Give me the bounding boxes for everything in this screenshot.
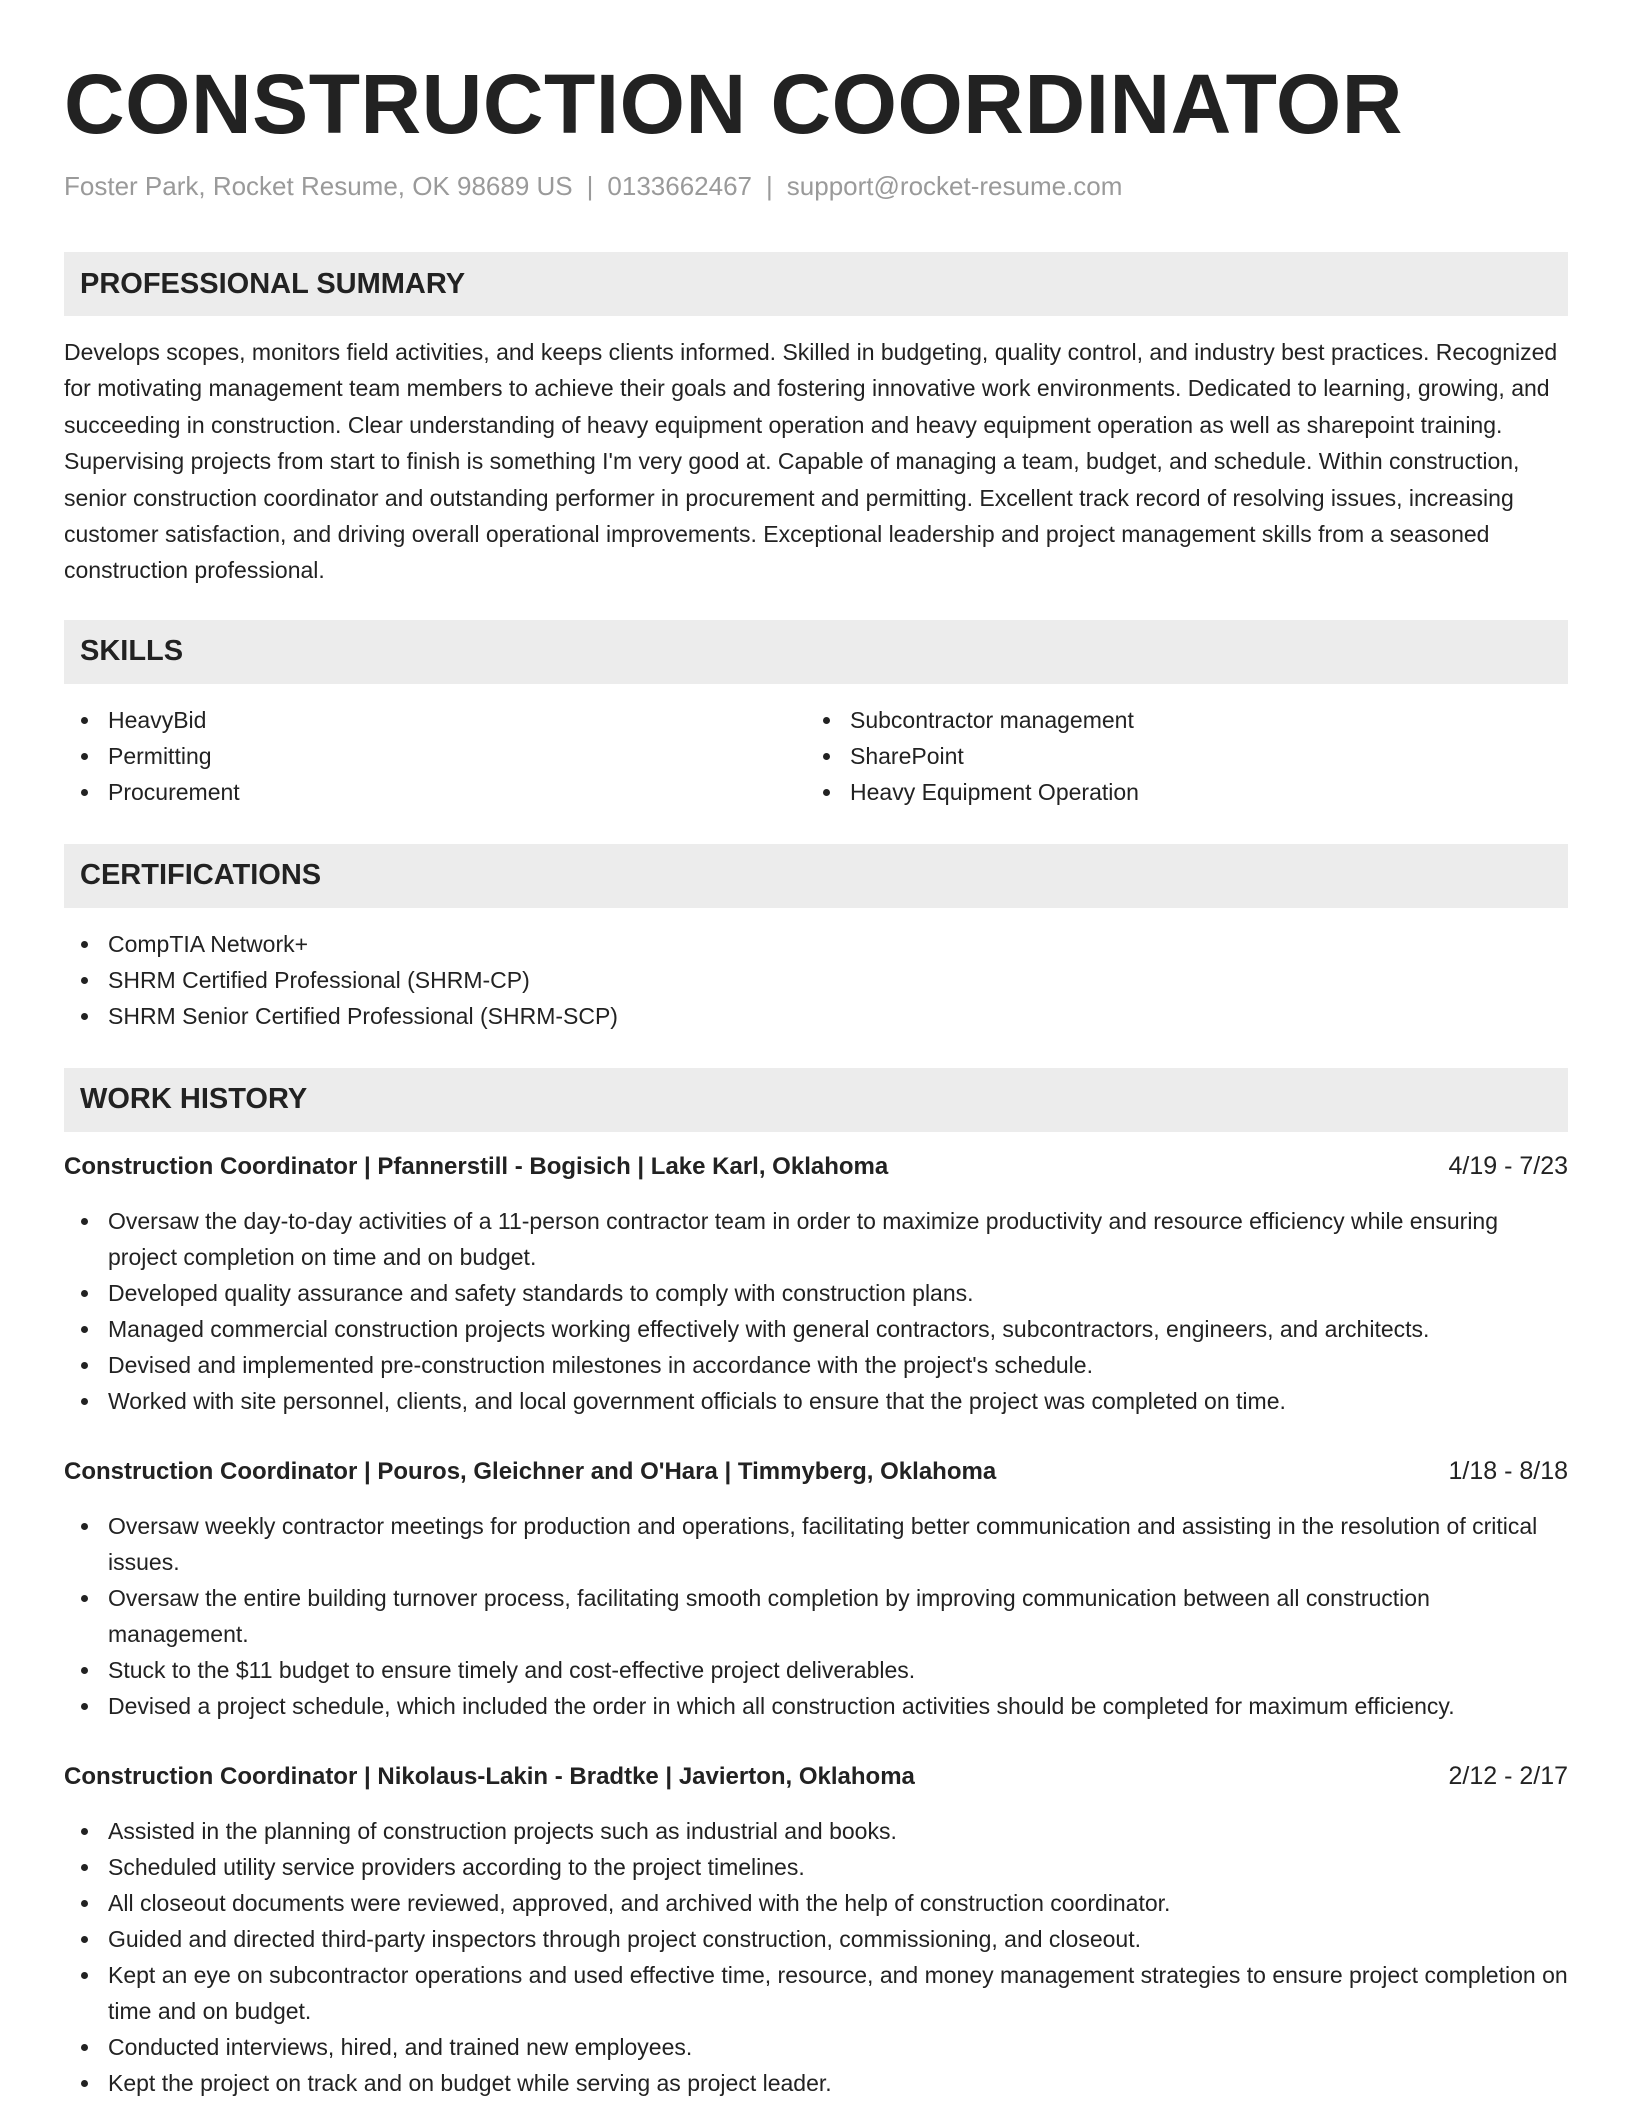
skills-column-left	[64, 702, 806, 810]
job-bullet: Oversaw weekly contractor meetings for production and operations, facilitating better communication and assisting in the resolution of critical issues.	[108, 1508, 1568, 1580]
job-title: Construction Coordinator | Pfannerstill - Bogisich | Lake Karl, Oklahoma	[64, 1152, 889, 1180]
contact-separator: |	[586, 171, 594, 201]
certification-item: SHRM Certified Professional (SHRM-CP)	[108, 962, 1568, 998]
job-dates: 2/12 - 2/17	[1448, 1761, 1568, 1790]
skill-item: SharePoint	[850, 738, 1548, 774]
job-header	[64, 1148, 1568, 1185]
job-bullet: Guided and directed third-party inspectors through project construction, commissioning, and closeout.	[108, 1921, 1568, 1957]
job-bullet: Conducted interviews, hired, and trained new employees.	[108, 2029, 1568, 2065]
job-dates: 4/19 - 7/23	[1448, 1151, 1568, 1180]
contact-line	[64, 170, 1568, 202]
contact-separator: |	[766, 171, 773, 201]
skill-item: Subcontractor management	[850, 702, 1548, 738]
section-heading-certifications: CERTIFICATIONS	[64, 844, 1568, 908]
job-bullet: Devised and implemented pre-construction milestones in accordance with the project's schedule.	[108, 1347, 1568, 1383]
section-heading-summary: PROFESSIONAL SUMMARY	[64, 252, 1568, 316]
job-bullet: Managed commercial construction projects working effectively with general contractors, subcontractors, engineers, and architects.	[108, 1311, 1568, 1347]
section-heading-skills: SKILLS	[64, 620, 1568, 684]
skills-column-right	[806, 702, 1548, 810]
skill-item: HeavyBid	[108, 702, 806, 738]
job-bullet: Kept the project on track and on budget while serving as project leader.	[108, 2065, 1568, 2101]
job-bullet: Oversaw the day-to-day activities of a 11-person contractor team in order to maximize productivity and resource efficiency while ensuring project completion on time and on budget.	[108, 1203, 1568, 1275]
skills-grid	[64, 702, 1568, 810]
job-title: Construction Coordinator | Pouros, Gleichner and O'Hara | Timmyberg, Oklahoma	[64, 1457, 997, 1485]
job-entry	[64, 1148, 1568, 1419]
job-bullets	[64, 1203, 1568, 1419]
skill-item: Heavy Equipment Operation	[850, 774, 1548, 810]
contact-email: support@rocket-resume.com	[786, 171, 1123, 201]
job-bullet: Scheduled utility service providers according to the project timelines.	[108, 1849, 1568, 1885]
candidate-title: CONSTRUCTION COORDINATOR	[64, 57, 1403, 151]
summary-paragraph: Develops scopes, monitors field activities, and keeps clients informed. Skilled in budgeting, quality control, and industry best practices. Recognized for motivating management team members to achieve their goals and fostering innovative work environments. Dedicated to learning, growing, and succeeding in construction. Clear understanding of heavy equipment operation and heavy equipment operation as well as sharepoint training. Supervising projects from start to finish is something I'm very good at. Capable of managing a team, budget, and schedule. Within construction, senior construction coordinator and outstanding performer in procurement and permitting. Excellent track record of resolving issues, increasing customer satisfaction, and driving overall operational improvements. Exceptional leadership and project management skills from a seasoned construction professional.	[64, 339, 1558, 584]
resume-page	[64, 52, 1568, 2101]
job-header	[64, 1758, 1568, 1795]
job-bullets	[64, 1813, 1568, 2101]
certification-item: SHRM Senior Certified Professional (SHRM-SCP)	[108, 998, 1568, 1034]
job-bullet: Stuck to the $11 budget to ensure timely and cost-effective project deliverables.	[108, 1652, 1568, 1688]
job-bullet: Assisted in the planning of construction projects such as industrial and books.	[108, 1813, 1568, 1849]
job-bullet: Worked with site personnel, clients, and local government officials to ensure that the project was completed on time.	[108, 1383, 1568, 1419]
job-bullets	[64, 1508, 1568, 1724]
job-entry	[64, 1453, 1568, 1724]
certification-item: CompTIA Network+	[108, 926, 1568, 962]
section-heading-work-history: WORK HISTORY	[64, 1068, 1568, 1132]
job-bullet: Devised a project schedule, which included the order in which all construction activities should be completed for maximum efficiency.	[108, 1688, 1568, 1724]
skill-item: Procurement	[108, 774, 806, 810]
job-bullet: Kept an eye on subcontractor operations and used effective time, resource, and money management strategies to ensure project completion on time and on budget.	[108, 1957, 1568, 2029]
job-bullet: Developed quality assurance and safety standards to comply with construction plans.	[108, 1275, 1568, 1311]
contact-address: Foster Park, Rocket Resume, OK 98689 US	[64, 171, 573, 201]
certifications-list	[64, 926, 1568, 1034]
job-title: Construction Coordinator | Nikolaus-Lakin - Bradtke | Javierton, Oklahoma	[64, 1762, 915, 1790]
job-header	[64, 1453, 1568, 1490]
job-bullet: All closeout documents were reviewed, approved, and archived with the help of construction coordinator.	[108, 1885, 1568, 1921]
job-dates: 1/18 - 8/18	[1448, 1456, 1568, 1485]
skill-item: Permitting	[108, 738, 806, 774]
contact-phone: 0133662467	[607, 171, 753, 201]
job-bullet: Oversaw the entire building turnover process, facilitating smooth completion by improving communication between all construction management.	[108, 1580, 1568, 1652]
job-entry	[64, 1758, 1568, 2101]
